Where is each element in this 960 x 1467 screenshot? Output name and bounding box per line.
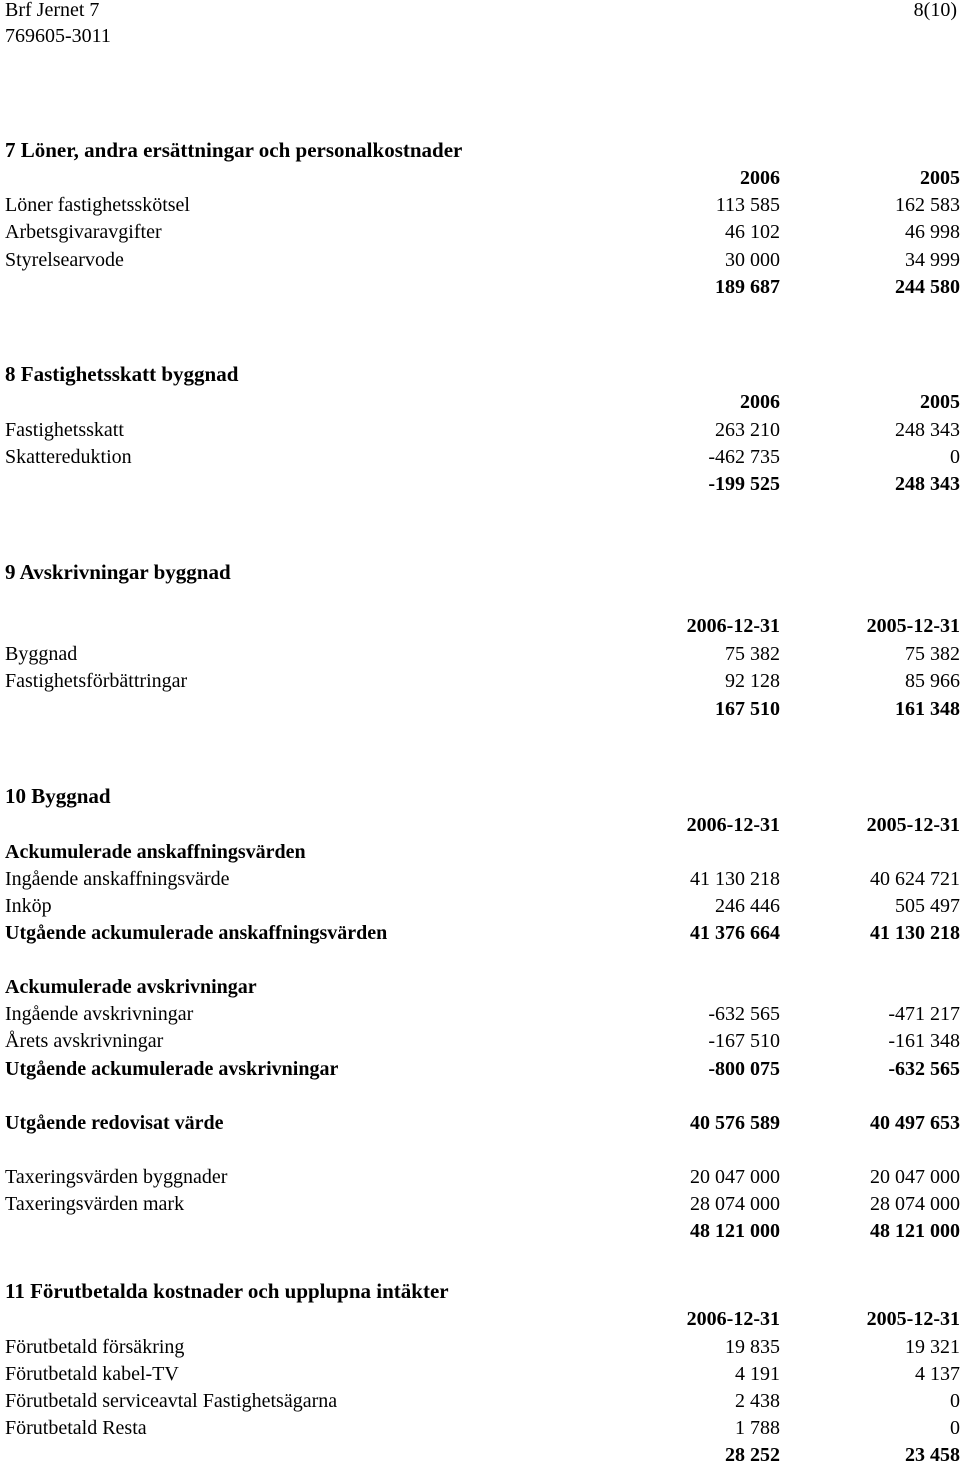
note-10-col1-header: 2006-12-31 xyxy=(686,814,780,836)
note-7-title: 7 Löner, andra ersättningar och personalkostnader xyxy=(5,138,463,162)
note-11-row-value-2006: 19 835 xyxy=(725,1336,780,1358)
note-10-row-value-2006: 246 446 xyxy=(715,895,780,917)
note-7-row-value-2005: 34 999 xyxy=(905,249,960,271)
note-10-acquisition-total-label: Utgående ackumulerade anskaffningsvärden xyxy=(5,922,388,944)
note-10-row-value-2006: 20 047 000 xyxy=(690,1166,780,1188)
note-10-row-value-2005: -161 348 xyxy=(888,1030,960,1052)
note-11-row-value-2005: 4 137 xyxy=(915,1363,960,1385)
note-8-total-2006: -199 525 xyxy=(708,473,780,495)
note-10-row-label: Taxeringsvärden byggnader xyxy=(5,1166,228,1188)
note-8-row-value-2005: 0 xyxy=(950,446,960,468)
note-10-row-value-2006: -167 510 xyxy=(708,1030,780,1052)
note-11-row-value-2005: 19 321 xyxy=(905,1336,960,1358)
note-11-row-value-2006: 4 191 xyxy=(735,1363,780,1385)
note-10-row-value-2005: 20 047 000 xyxy=(870,1166,960,1188)
note-7-row-value-2006: 30 000 xyxy=(725,249,780,271)
note-9-total-2006: 167 510 xyxy=(715,698,780,720)
note-9-row-value-2006: 92 128 xyxy=(725,670,780,692)
note-7-row-value-2005: 46 998 xyxy=(905,221,960,243)
note-8-col1-header: 2006 xyxy=(740,391,780,413)
note-9-row-value-2005: 75 382 xyxy=(905,643,960,665)
note-10-row-label: Årets avskrivningar xyxy=(5,1030,164,1052)
note-10-row-value-2005: 40 624 721 xyxy=(870,868,960,890)
note-11-row-label: Förutbetald försäkring xyxy=(5,1336,185,1358)
note-10-row-label: Ingående anskaffningsvärde xyxy=(5,868,230,890)
note-11-row-value-2006: 2 438 xyxy=(735,1390,780,1412)
note-10-row-value-2006: -632 565 xyxy=(708,1003,780,1025)
note-10-row-label: Taxeringsvärden mark xyxy=(5,1193,185,1215)
note-10-tax-total-2005: 48 121 000 xyxy=(870,1220,960,1242)
note-10-row-label: Inköp xyxy=(5,895,52,917)
note-10-title: 10 Byggnad xyxy=(5,784,111,808)
note-7-total-2005: 244 580 xyxy=(895,276,960,298)
note-11-row-value-2006: 1 788 xyxy=(735,1417,780,1439)
note-10-row-value-2005: -471 217 xyxy=(888,1003,960,1025)
note-10-row-value-2006: 28 074 000 xyxy=(690,1193,780,1215)
note-10-depreciation-total-2006: -800 075 xyxy=(708,1058,780,1080)
note-9-row-value-2006: 75 382 xyxy=(725,643,780,665)
note-10-row-value-2005: 505 497 xyxy=(895,895,960,917)
note-10-acquisition-heading: Ackumulerade anskaffningsvärden xyxy=(5,841,306,863)
note-7-row-label: Arbetsgivaravgifter xyxy=(5,221,162,243)
note-11-row-label: Förutbetald Resta xyxy=(5,1417,147,1439)
note-10-depreciation-total-label: Utgående ackumulerade avskrivningar xyxy=(5,1058,339,1080)
note-7-row-label: Styrelsearvode xyxy=(5,249,124,271)
note-11-total-2006: 28 252 xyxy=(725,1444,780,1466)
note-11-row-label: Förutbetald kabel-TV xyxy=(5,1363,179,1385)
note-10-depreciation-heading: Ackumulerade avskrivningar xyxy=(5,976,257,998)
note-10-book-value-label: Utgående redovisat värde xyxy=(5,1112,224,1134)
page-number: 8(10) xyxy=(913,0,957,21)
note-8-total-2005: 248 343 xyxy=(895,473,960,495)
note-10-row-value-2006: 41 130 218 xyxy=(690,868,780,890)
note-10-book-value-2005: 40 497 653 xyxy=(870,1112,960,1134)
note-7-col2-header: 2005 xyxy=(920,167,960,189)
note-7-row-value-2006: 46 102 xyxy=(725,221,780,243)
note-9-total-2005: 161 348 xyxy=(895,698,960,720)
company-name: Brf Jernet 7 xyxy=(5,0,100,21)
note-7-row-value-2006: 113 585 xyxy=(715,194,780,216)
note-10-depreciation-total-2005: -632 565 xyxy=(888,1058,960,1080)
note-9-row-label: Byggnad xyxy=(5,643,78,665)
note-10-row-value-2005: 28 074 000 xyxy=(870,1193,960,1215)
note-8-col2-header: 2005 xyxy=(920,391,960,413)
note-10-tax-total-2006: 48 121 000 xyxy=(690,1220,780,1242)
note-8-title: 8 Fastighetsskatt byggnad xyxy=(5,362,239,386)
note-9-row-label: Fastighetsförbättringar xyxy=(5,670,188,692)
note-10-row-label: Ingående avskrivningar xyxy=(5,1003,194,1025)
note-8-row-label: Skattereduktion xyxy=(5,446,132,468)
note-11-total-2005: 23 458 xyxy=(905,1444,960,1466)
org-number: 769605-3011 xyxy=(5,25,111,47)
note-9-col2-header: 2005-12-31 xyxy=(866,615,960,637)
note-11-row-value-2005: 0 xyxy=(950,1417,960,1439)
note-7-row-value-2005: 162 583 xyxy=(895,194,960,216)
note-7-col1-header: 2006 xyxy=(740,167,780,189)
note-11-title: 11 Förutbetalda kostnader och upplupna intäkter xyxy=(5,1279,449,1303)
note-10-acquisition-total-2006: 41 376 664 xyxy=(690,922,780,944)
note-7-row-label: Löner fastighetsskötsel xyxy=(5,194,190,216)
note-8-row-value-2006: 263 210 xyxy=(715,419,780,441)
note-11-col1-header: 2006-12-31 xyxy=(686,1308,780,1330)
note-11-row-value-2005: 0 xyxy=(950,1390,960,1412)
note-10-acquisition-total-2005: 41 130 218 xyxy=(870,922,960,944)
note-9-col1-header: 2006-12-31 xyxy=(686,615,780,637)
note-9-row-value-2005: 85 966 xyxy=(905,670,960,692)
note-8-row-value-2005: 248 343 xyxy=(895,419,960,441)
note-9-title: 9 Avskrivningar byggnad xyxy=(5,560,231,584)
note-10-book-value-2006: 40 576 589 xyxy=(690,1112,780,1134)
note-11-col2-header: 2005-12-31 xyxy=(866,1308,960,1330)
note-8-row-label: Fastighetsskatt xyxy=(5,419,124,441)
note-8-row-value-2006: -462 735 xyxy=(708,446,780,468)
note-7-total-2006: 189 687 xyxy=(715,276,780,298)
note-11-row-label: Förutbetald serviceavtal Fastighetsägarna xyxy=(5,1390,338,1412)
note-10-col2-header: 2005-12-31 xyxy=(866,814,960,836)
